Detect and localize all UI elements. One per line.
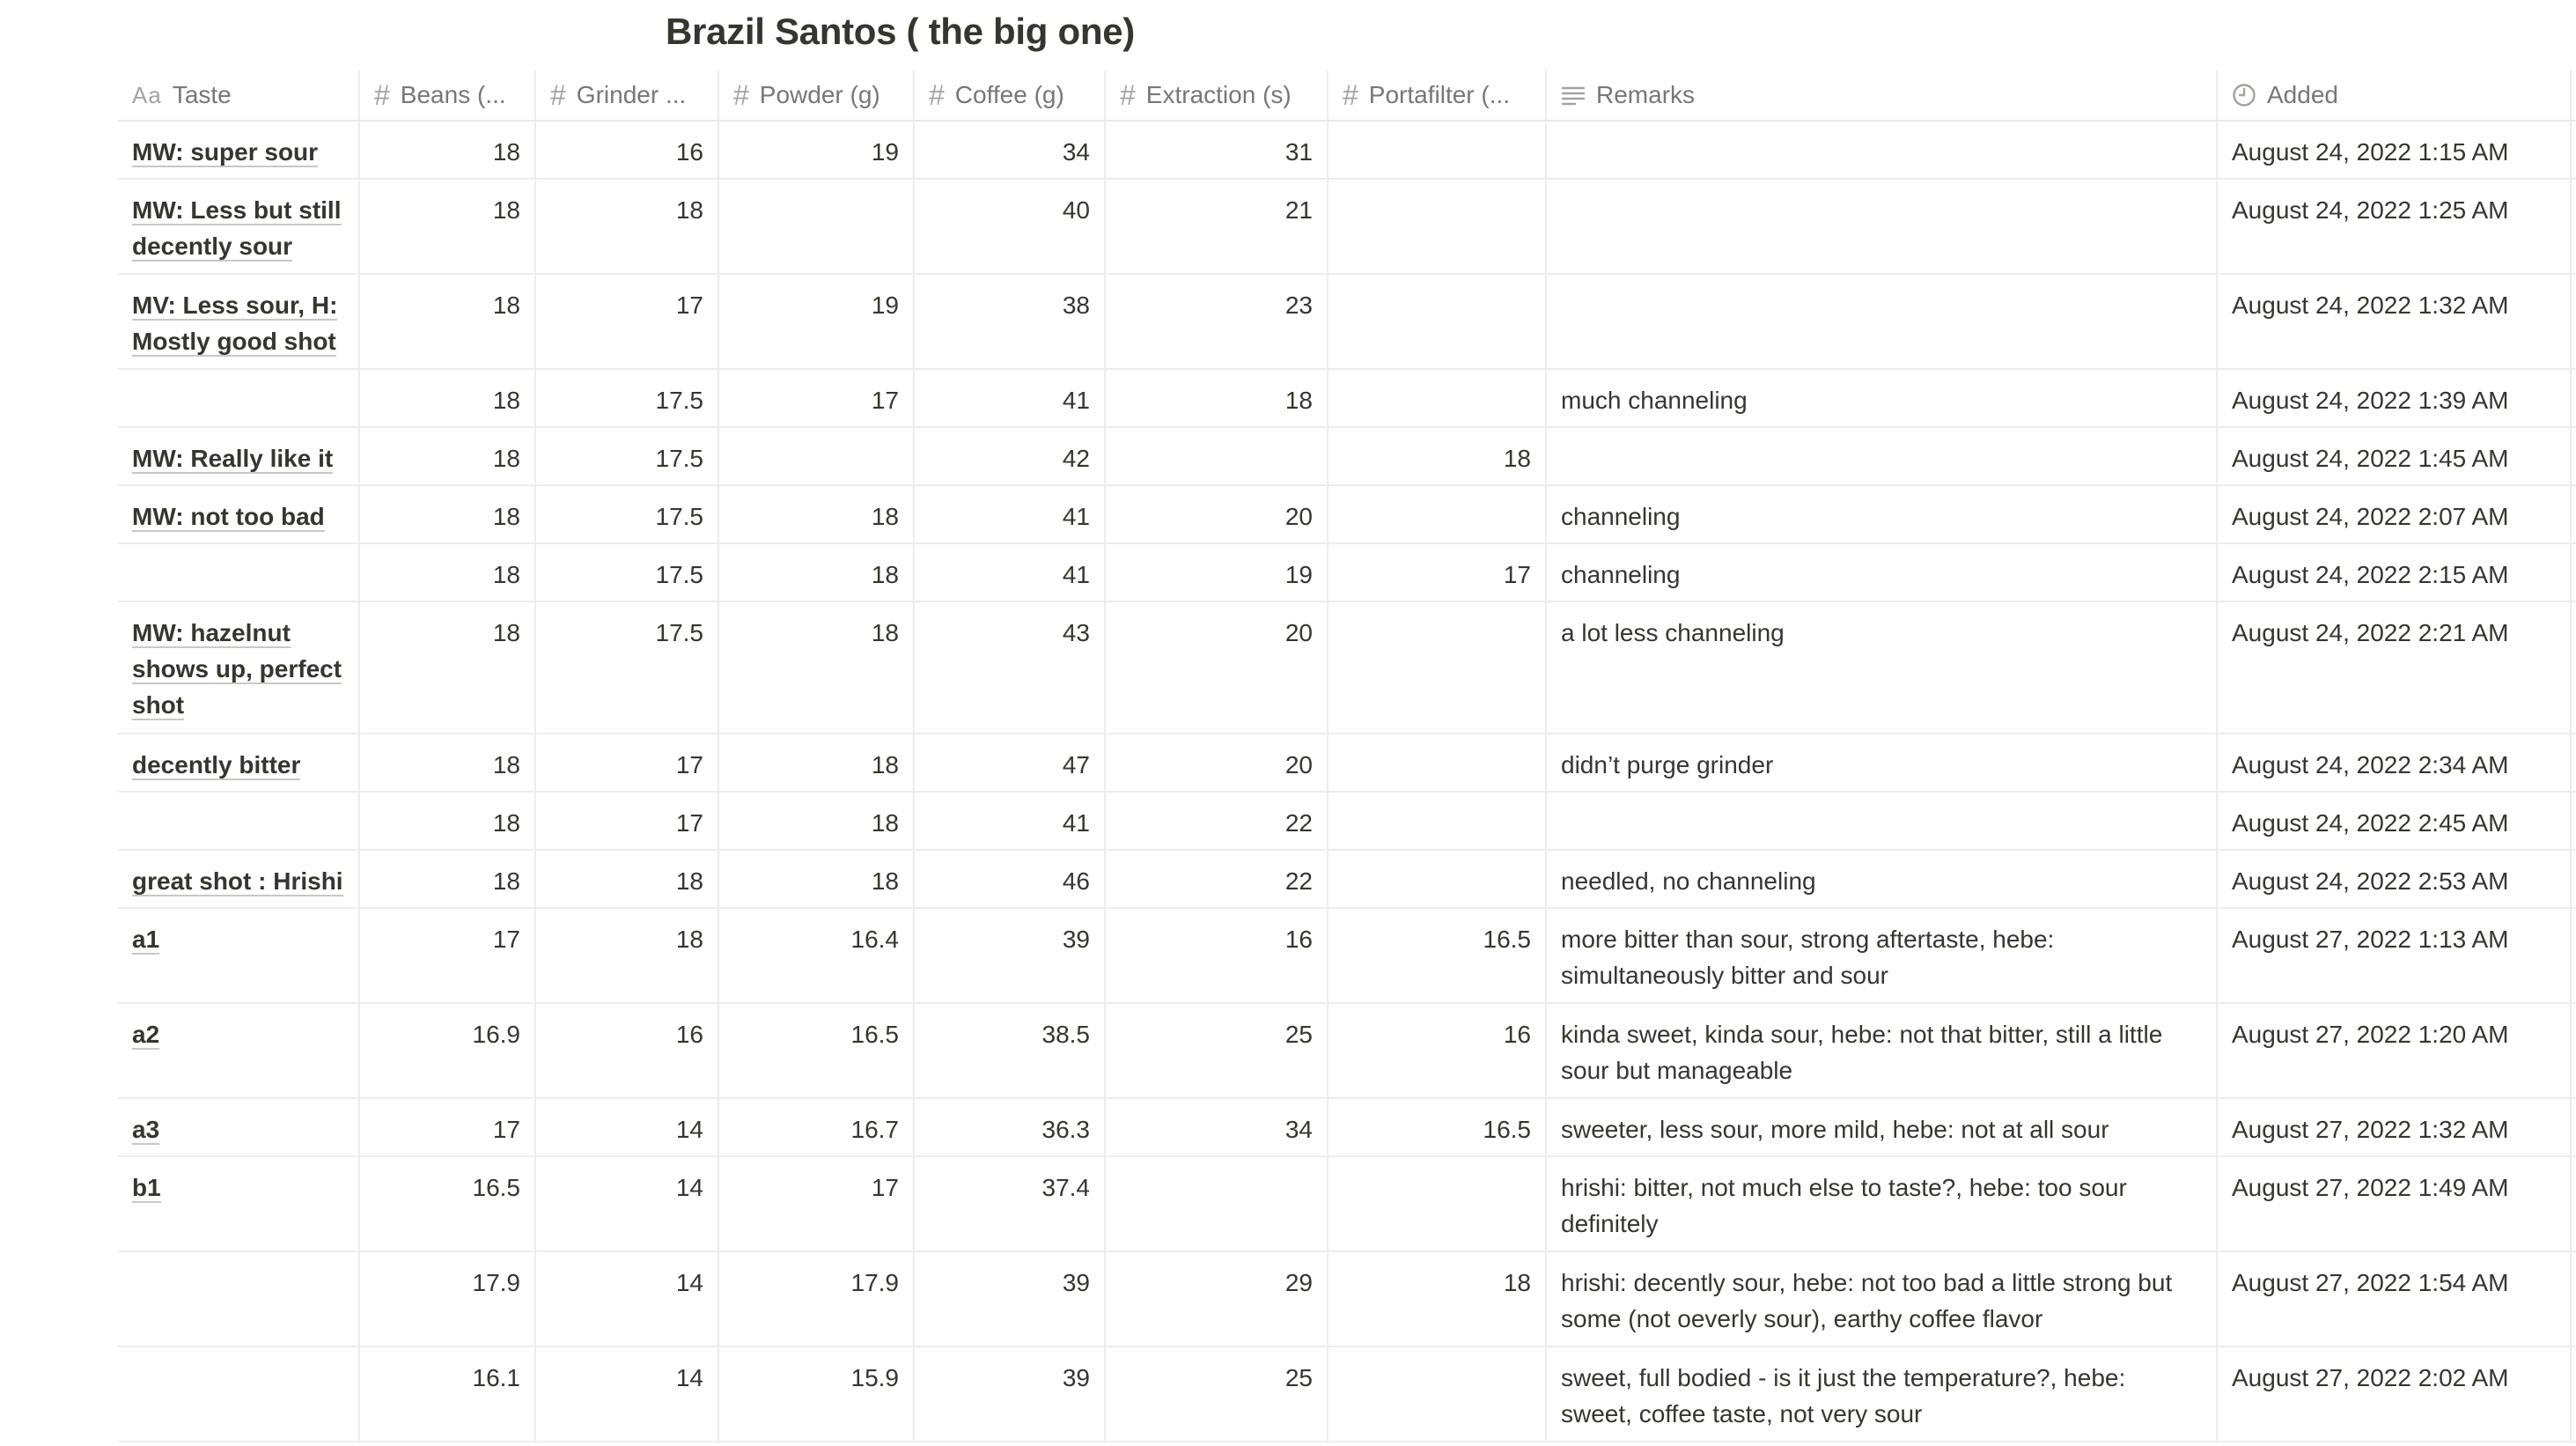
added-cell[interactable]: August 24, 2022 2:45 AM (2218, 793, 2572, 849)
table-row[interactable] (118, 1252, 2576, 1347)
taste-cell[interactable] (118, 1004, 360, 1097)
column-header-label: Grinder ... (576, 81, 687, 108)
table-row[interactable] (118, 122, 2576, 180)
powder-cell[interactable]: 16.4 (719, 909, 915, 1002)
overflow-cell (2572, 1004, 2576, 1097)
powder-cell[interactable]: 19 (719, 122, 915, 178)
portafilter-cell[interactable] (1328, 793, 1547, 849)
overflow-cell (2572, 602, 2576, 733)
remarks-cell[interactable]: more bitter than sour, strong aftertaste, hebe: simultaneously bitter and sour (1547, 909, 2218, 1002)
taste-cell[interactable] (118, 122, 360, 178)
taste-link[interactable]: MW: Really like it (132, 445, 334, 472)
table-row[interactable] (118, 180, 2576, 275)
added-cell[interactable]: August 27, 2022 1:20 AM (2218, 1004, 2572, 1097)
added-cell[interactable]: August 24, 2022 1:15 AM (2218, 122, 2572, 178)
remarks-cell[interactable]: sweeter, less sour, more mild, hebe: not at all sour (1547, 1099, 2218, 1155)
beans-cell[interactable]: 16.9 (360, 1004, 536, 1097)
taste-cell[interactable] (118, 275, 360, 368)
powder-cell[interactable]: 17 (719, 370, 915, 426)
portafilter-cell[interactable] (1328, 602, 1547, 733)
beans-cell[interactable]: 17.9 (360, 1252, 536, 1346)
taste-link[interactable]: decently bitter (132, 751, 301, 778)
table-row[interactable] (118, 1099, 2576, 1157)
extraction-cell[interactable]: 16 (1106, 909, 1328, 1002)
taste-cell[interactable] (118, 1099, 360, 1155)
overflow-cell (2572, 851, 2576, 907)
extraction-cell[interactable]: 23 (1106, 275, 1328, 368)
overflow-cell (2572, 544, 2576, 601)
powder-cell[interactable]: 16.5 (719, 1004, 915, 1097)
taste-link[interactable]: MW: super sour (132, 138, 319, 166)
taste-cell[interactable] (118, 1347, 360, 1441)
number-property-icon: # (374, 78, 390, 111)
coffee-cell[interactable]: 41 (915, 486, 1106, 542)
table-row[interactable] (118, 370, 2576, 428)
extraction-cell[interactable]: 20 (1106, 486, 1328, 542)
powder-cell[interactable] (719, 428, 915, 484)
extraction-cell[interactable]: 20 (1106, 734, 1328, 791)
coffee-cell[interactable]: 38.5 (915, 1004, 1106, 1097)
remarks-cell[interactable] (1547, 428, 2218, 484)
taste-link[interactable]: MW: not too bad (132, 503, 325, 530)
grinder-cell[interactable]: 17 (536, 793, 719, 849)
coffee-cell[interactable]: 39 (915, 1252, 1106, 1346)
table-body (118, 122, 2576, 1442)
table-row[interactable] (118, 275, 2576, 370)
remarks-cell[interactable]: needled, no channeling (1547, 851, 2218, 907)
beans-cell[interactable]: 18 (360, 370, 536, 426)
number-property-icon: # (1343, 78, 1358, 111)
number-property-icon: # (550, 78, 566, 111)
portafilter-cell[interactable]: 18 (1328, 428, 1547, 484)
extraction-cell[interactable]: 29 (1106, 1252, 1328, 1346)
column-header-added[interactable] (2218, 70, 2572, 120)
grinder-cell[interactable]: 17.5 (536, 544, 719, 601)
column-header-label: Added (2267, 81, 2338, 108)
overflow-cell (2572, 1347, 2576, 1441)
extraction-cell[interactable]: 18 (1106, 370, 1328, 426)
column-header-label: Powder (g) (759, 81, 880, 108)
coffee-cell[interactable]: 38 (915, 275, 1106, 368)
overflow-cell (2572, 428, 2576, 484)
added-cell[interactable]: August 27, 2022 1:49 AM (2218, 1157, 2572, 1250)
table-row[interactable] (118, 544, 2576, 602)
coffee-cell[interactable]: 39 (915, 909, 1106, 1002)
portafilter-cell[interactable]: 17 (1328, 544, 1547, 601)
coffee-cell[interactable]: 36.3 (915, 1099, 1106, 1155)
taste-cell[interactable] (118, 180, 360, 273)
coffee-cell[interactable]: 47 (915, 734, 1106, 791)
extraction-cell[interactable]: 25 (1106, 1004, 1328, 1097)
portafilter-cell[interactable]: 16.5 (1328, 1099, 1547, 1155)
taste-cell[interactable] (118, 734, 360, 791)
taste-link[interactable]: MV: Less sour, H: Mostly good shot (132, 291, 338, 355)
table-row[interactable] (118, 1157, 2576, 1252)
overflow-cell (2572, 275, 2576, 368)
grinder-cell[interactable]: 18 (536, 180, 719, 273)
portafilter-cell[interactable]: 16.5 (1328, 909, 1547, 1002)
extraction-cell[interactable]: 25 (1106, 1347, 1328, 1441)
number-property-icon: # (733, 78, 749, 111)
taste-link[interactable]: MW: hazelnut shows up, perfect shot (132, 619, 342, 719)
coffee-cell[interactable]: 39 (915, 1347, 1106, 1441)
added-cell[interactable]: August 27, 2022 1:13 AM (2218, 909, 2572, 1002)
added-cell[interactable]: August 24, 2022 1:32 AM (2218, 275, 2572, 368)
table-row[interactable] (118, 486, 2576, 544)
powder-cell[interactable]: 17.9 (719, 1252, 915, 1346)
added-cell[interactable]: August 24, 2022 2:07 AM (2218, 486, 2572, 542)
portafilter-cell[interactable]: 16 (1328, 1004, 1547, 1097)
text-property-icon: Aa (132, 81, 162, 108)
beans-cell[interactable]: 16.5 (360, 1157, 536, 1250)
column-header-powder[interactable] (719, 70, 915, 120)
lines-property-icon (1561, 85, 1586, 106)
grinder-cell[interactable]: 14 (536, 1157, 719, 1250)
grinder-cell[interactable]: 16 (536, 1004, 719, 1097)
taste-cell[interactable] (118, 1157, 360, 1250)
added-cell[interactable]: August 24, 2022 2:53 AM (2218, 851, 2572, 907)
table-row[interactable] (118, 909, 2576, 1004)
coffee-cell[interactable]: 42 (915, 428, 1106, 484)
overflow-cell (2572, 180, 2576, 273)
table-row[interactable] (118, 734, 2576, 793)
overflow-cell (2572, 793, 2576, 849)
added-cell[interactable]: August 24, 2022 1:25 AM (2218, 180, 2572, 273)
column-header-label: Portafilter (... (1368, 81, 1511, 108)
overflow-cell (2572, 370, 2576, 426)
table-row[interactable] (118, 1004, 2576, 1099)
taste-cell[interactable] (118, 486, 360, 542)
taste-link[interactable]: a2 (132, 1021, 160, 1048)
taste-cell[interactable] (118, 851, 360, 907)
remarks-cell[interactable]: didn’t purge grinder (1547, 734, 2218, 791)
powder-cell[interactable]: 16.7 (719, 1099, 915, 1155)
remarks-cell[interactable]: much channeling (1547, 370, 2218, 426)
beans-cell[interactable]: 18 (360, 275, 536, 368)
column-header-coffee[interactable] (915, 70, 1106, 120)
grinder-cell[interactable]: 17.5 (536, 428, 719, 484)
powder-cell[interactable]: 18 (719, 602, 915, 733)
coffee-cell[interactable]: 41 (915, 544, 1106, 601)
added-cell[interactable]: August 24, 2022 2:34 AM (2218, 734, 2572, 791)
remarks-cell[interactable]: sweet, full bodied - is it just the temperature?, hebe: sweet, coffee taste, not very sour (1547, 1347, 2218, 1441)
portafilter-cell[interactable] (1328, 486, 1547, 542)
overflow-cell (2572, 486, 2576, 542)
column-header-label: Remarks (1596, 81, 1696, 108)
taste-cell[interactable] (118, 909, 360, 1002)
grinder-cell[interactable]: 16 (536, 122, 719, 178)
beans-cell[interactable]: 18 (360, 122, 536, 178)
page-title: Brazil Santos ( the big one) (666, 11, 1135, 52)
remarks-cell[interactable]: a lot less channeling (1547, 602, 2218, 733)
remarks-cell[interactable]: channeling (1547, 544, 2218, 601)
remarks-cell[interactable] (1547, 793, 2218, 849)
column-header-label: Coffee (g) (954, 81, 1064, 108)
column-header-taste[interactable] (118, 70, 360, 120)
column-header-overflow (2572, 70, 2576, 120)
table-row[interactable] (118, 793, 2576, 851)
column-header-label: Beans (... (400, 81, 506, 108)
table-row[interactable] (118, 602, 2576, 734)
remarks-cell[interactable]: hrishi: bitter, not much else to taste?, hebe: too sour definitely (1547, 1157, 2218, 1250)
taste-cell[interactable] (118, 370, 360, 426)
powder-cell[interactable]: 15.9 (719, 1347, 915, 1441)
added-cell[interactable]: August 24, 2022 2:15 AM (2218, 544, 2572, 601)
portafilter-cell[interactable] (1328, 734, 1547, 791)
beans-cell[interactable]: 18 (360, 544, 536, 601)
extraction-cell[interactable]: 22 (1106, 851, 1328, 907)
beans-cell[interactable]: 18 (360, 793, 536, 849)
column-header-label: Extraction (s) (1145, 81, 1292, 108)
grinder-cell[interactable]: 18 (536, 851, 719, 907)
column-header-extraction[interactable] (1106, 70, 1328, 120)
powder-cell[interactable]: 17 (719, 1157, 915, 1250)
added-cell[interactable]: August 27, 2022 2:02 AM (2218, 1347, 2572, 1441)
taste-cell[interactable] (118, 793, 360, 849)
remarks-cell[interactable] (1547, 122, 2218, 178)
portafilter-cell[interactable]: 18 (1328, 1252, 1547, 1346)
grinder-cell[interactable]: 17.5 (536, 602, 719, 733)
added-cell[interactable]: August 27, 2022 1:32 AM (2218, 1099, 2572, 1155)
coffee-cell[interactable]: 46 (915, 851, 1106, 907)
beans-cell[interactable]: 17 (360, 1099, 536, 1155)
beans-cell[interactable]: 18 (360, 851, 536, 907)
number-property-icon: # (929, 78, 945, 111)
table-row[interactable] (118, 1347, 2576, 1442)
table-header (118, 70, 2576, 122)
overflow-cell (2572, 909, 2576, 1002)
powder-cell[interactable] (719, 180, 915, 273)
column-header-beans[interactable] (360, 70, 536, 120)
portafilter-cell[interactable] (1328, 275, 1547, 368)
coffee-cell[interactable]: 37.4 (915, 1157, 1106, 1250)
added-cell[interactable]: August 24, 2022 2:21 AM (2218, 602, 2572, 733)
remarks-cell[interactable]: kinda sweet, kinda sour, hebe: not that bitter, still a little sour but manageable (1547, 1004, 2218, 1097)
extraction-cell[interactable]: 22 (1106, 793, 1328, 849)
overflow-cell (2572, 734, 2576, 791)
coffee-cell[interactable]: 40 (915, 180, 1106, 273)
taste-link[interactable]: b1 (132, 1174, 161, 1201)
grinder-cell[interactable]: 18 (536, 909, 719, 1002)
added-cell[interactable]: August 27, 2022 1:54 AM (2218, 1252, 2572, 1346)
grinder-cell[interactable]: 14 (536, 1347, 719, 1441)
overflow-cell (2572, 122, 2576, 178)
taste-link[interactable]: great shot : Hrishi (132, 867, 343, 895)
extraction-cell[interactable]: 19 (1106, 544, 1328, 601)
column-header-remarks[interactable] (1547, 70, 2218, 120)
powder-cell[interactable]: 18 (719, 486, 915, 542)
remarks-cell[interactable]: channeling (1547, 486, 2218, 542)
coffee-cell[interactable]: 41 (915, 370, 1106, 426)
database-table (118, 70, 2576, 1442)
powder-cell[interactable]: 18 (719, 734, 915, 791)
beans-cell[interactable]: 18 (360, 602, 536, 733)
powder-cell[interactable]: 18 (719, 851, 915, 907)
clock-property-icon (2232, 83, 2256, 107)
column-header-label: Taste (172, 81, 232, 108)
added-cell[interactable]: August 24, 2022 1:45 AM (2218, 428, 2572, 484)
taste-cell[interactable] (118, 1252, 360, 1346)
grinder-cell[interactable]: 17.5 (536, 370, 719, 426)
table-row[interactable] (118, 851, 2576, 909)
taste-link[interactable]: MW: Less but still decently sour (132, 196, 342, 260)
grinder-cell[interactable]: 14 (536, 1099, 719, 1155)
extraction-cell[interactable]: 20 (1106, 602, 1328, 733)
portafilter-cell[interactable] (1328, 1157, 1547, 1250)
taste-cell[interactable] (118, 428, 360, 484)
portafilter-cell[interactable] (1328, 180, 1547, 273)
extraction-cell[interactable]: 31 (1106, 122, 1328, 178)
remarks-cell[interactable] (1547, 180, 2218, 273)
overflow-cell (2572, 1157, 2576, 1250)
overflow-cell (2572, 1099, 2576, 1155)
powder-cell[interactable]: 18 (719, 544, 915, 601)
taste-link[interactable]: a3 (132, 1116, 160, 1143)
grinder-cell[interactable]: 17 (536, 734, 719, 791)
portafilter-cell[interactable] (1328, 851, 1547, 907)
beans-cell[interactable]: 17 (360, 909, 536, 1002)
beans-cell[interactable]: 18 (360, 180, 536, 273)
coffee-cell[interactable]: 43 (915, 602, 1106, 733)
remarks-cell[interactable]: hrishi: decently sour, hebe: not too bad a little strong but some (not oeverly sour), earthy coffee flavor (1547, 1252, 2218, 1346)
portafilter-cell[interactable] (1328, 370, 1547, 426)
coffee-cell[interactable]: 34 (915, 122, 1106, 178)
extraction-cell[interactable] (1106, 1157, 1328, 1250)
beans-cell[interactable]: 16.1 (360, 1347, 536, 1441)
table-row[interactable] (118, 428, 2576, 486)
beans-cell[interactable]: 18 (360, 428, 536, 484)
overflow-cell (2572, 1252, 2576, 1346)
taste-link[interactable]: a1 (132, 926, 160, 953)
portafilter-cell[interactable] (1328, 1347, 1547, 1441)
grinder-cell[interactable]: 14 (536, 1252, 719, 1346)
beans-cell[interactable]: 18 (360, 486, 536, 542)
powder-cell[interactable]: 18 (719, 793, 915, 849)
column-header-portafilter[interactable] (1328, 70, 1547, 120)
taste-cell[interactable] (118, 602, 360, 733)
grinder-cell[interactable]: 17.5 (536, 486, 719, 542)
portafilter-cell[interactable] (1328, 122, 1547, 178)
coffee-cell[interactable]: 41 (915, 793, 1106, 849)
beans-cell[interactable]: 18 (360, 734, 536, 791)
powder-cell[interactable]: 19 (719, 275, 915, 368)
extraction-cell[interactable] (1106, 428, 1328, 484)
remarks-cell[interactable] (1547, 275, 2218, 368)
extraction-cell[interactable]: 21 (1106, 180, 1328, 273)
taste-cell[interactable] (118, 544, 360, 601)
grinder-cell[interactable]: 17 (536, 275, 719, 368)
added-cell[interactable]: August 24, 2022 1:39 AM (2218, 370, 2572, 426)
extraction-cell[interactable]: 34 (1106, 1099, 1328, 1155)
number-property-icon: # (1120, 78, 1136, 111)
column-header-grinder[interactable] (536, 70, 719, 120)
